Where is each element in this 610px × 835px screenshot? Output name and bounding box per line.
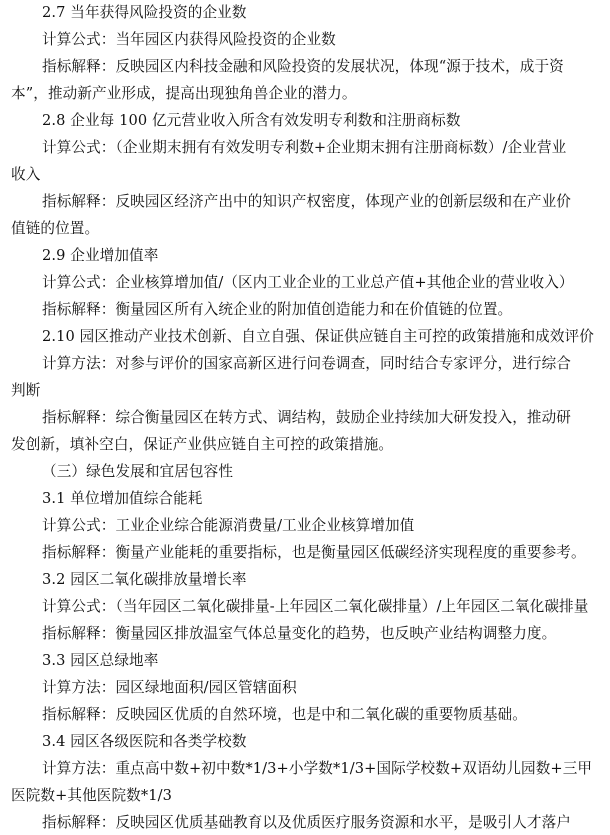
explanation-2-10-line-2: 发创新，填补空白，保证产业供应链自主可控的政策措施。 — [11, 436, 394, 453]
method-3-3: 计算方法：园区绿地面积/园区管辖面积 — [42, 679, 297, 696]
explanation-3-3: 指标解释：反映园区优质的自然环境，也是中和二氧化碳的重要物质基础。 — [42, 706, 527, 723]
section-heading-3: （三）绿色发展和宜居包容性 — [42, 463, 234, 480]
formula-2-9: 计算公式：企业核算增加值/（区内工业企业的工业总产值+其他企业的营业收入） — [42, 274, 574, 291]
explanation-3-1: 指标解释：衡量产业能耗的重要指标，也是衡量园区低碳经济实现程度的重要参考。 — [42, 544, 586, 561]
explanation-2-7-line-1: 指标解释：反映园区内科技金融和风险投资的发展状况，体现“源于技术，成于资 — [42, 58, 564, 75]
explanation-2-10-line-1: 指标解释：综合衡量园区在转方式、调结构，鼓励企业持续加大研发投入，推动研 — [42, 409, 571, 426]
heading-3-2: 3.2 园区二氧化碳排放量增长率 — [42, 571, 247, 588]
explanation-3-2: 指标解释：衡量园区排放温室气体总量变化的趋势，也反映产业结构调整力度。 — [42, 625, 557, 642]
method-3-4-line-2: 医院数+其他医院数*1/3 — [11, 787, 173, 804]
formula-3-1: 计算公式：工业企业综合能源消费量/工业企业核算增加值 — [42, 517, 415, 534]
method-2-10-line-1: 计算方法：对参与评价的国家高新区进行问卷调查，同时结合专家评分，进行综合 — [42, 355, 571, 372]
explanation-2-9: 指标解释：衡量园区所有入统企业的附加值创造能力和在价值链的位置。 — [42, 301, 513, 318]
formula-2-7: 计算公式：当年园区内获得风险投资的企业数 — [42, 31, 336, 48]
explanation-2-8-line-2: 值链的位置。 — [11, 220, 100, 237]
explanation-2-8-line-1: 指标解释：反映园区经济产出中的知识产权密度，体现产业的创新层级和在产业价 — [42, 193, 571, 210]
explanation-2-7-line-2: 本”，推动新产业形成，提高出现独角兽企业的潜力。 — [11, 85, 357, 102]
heading-3-3: 3.3 园区总绿地率 — [42, 652, 159, 669]
explanation-3-4-line-1: 指标解释：反映园区优质基础教育以及优质医疗服务资源和水平，是吸引人才落户 — [42, 814, 571, 831]
heading-2-7: 2.7 当年获得风险投资的企业数 — [42, 4, 247, 21]
formula-2-8-line-1: 计算公式：（企业期末拥有有效发明专利数+企业期末拥有注册商标数）/企业营业 — [42, 139, 567, 156]
formula-2-8-line-2: 收入 — [11, 166, 41, 183]
method-2-10-line-2: 判断 — [11, 382, 41, 399]
heading-2-9: 2.9 企业增加值率 — [42, 247, 159, 264]
heading-3-4: 3.4 园区各级医院和各类学校数 — [42, 733, 247, 750]
heading-2-8: 2.8 企业每 100 亿元营业收入所含有效发明专利数和注册商标数 — [42, 112, 461, 129]
heading-2-10: 2.10 园区推动产业技术创新、自立自强、保证供应链自主可控的政策措施和成效评价 — [42, 328, 594, 345]
method-3-4-line-1: 计算方法：重点高中数+初中数*1/3+小学数*1/3+国际学校数+双语幼儿园数+三甲 — [42, 760, 593, 777]
heading-3-1: 3.1 单位增加值综合能耗 — [42, 490, 203, 507]
formula-3-2: 计算公式：（当年园区二氧化碳排量-上年园区二氧化碳排量）/上年园区二氧化碳排量 — [42, 598, 589, 615]
